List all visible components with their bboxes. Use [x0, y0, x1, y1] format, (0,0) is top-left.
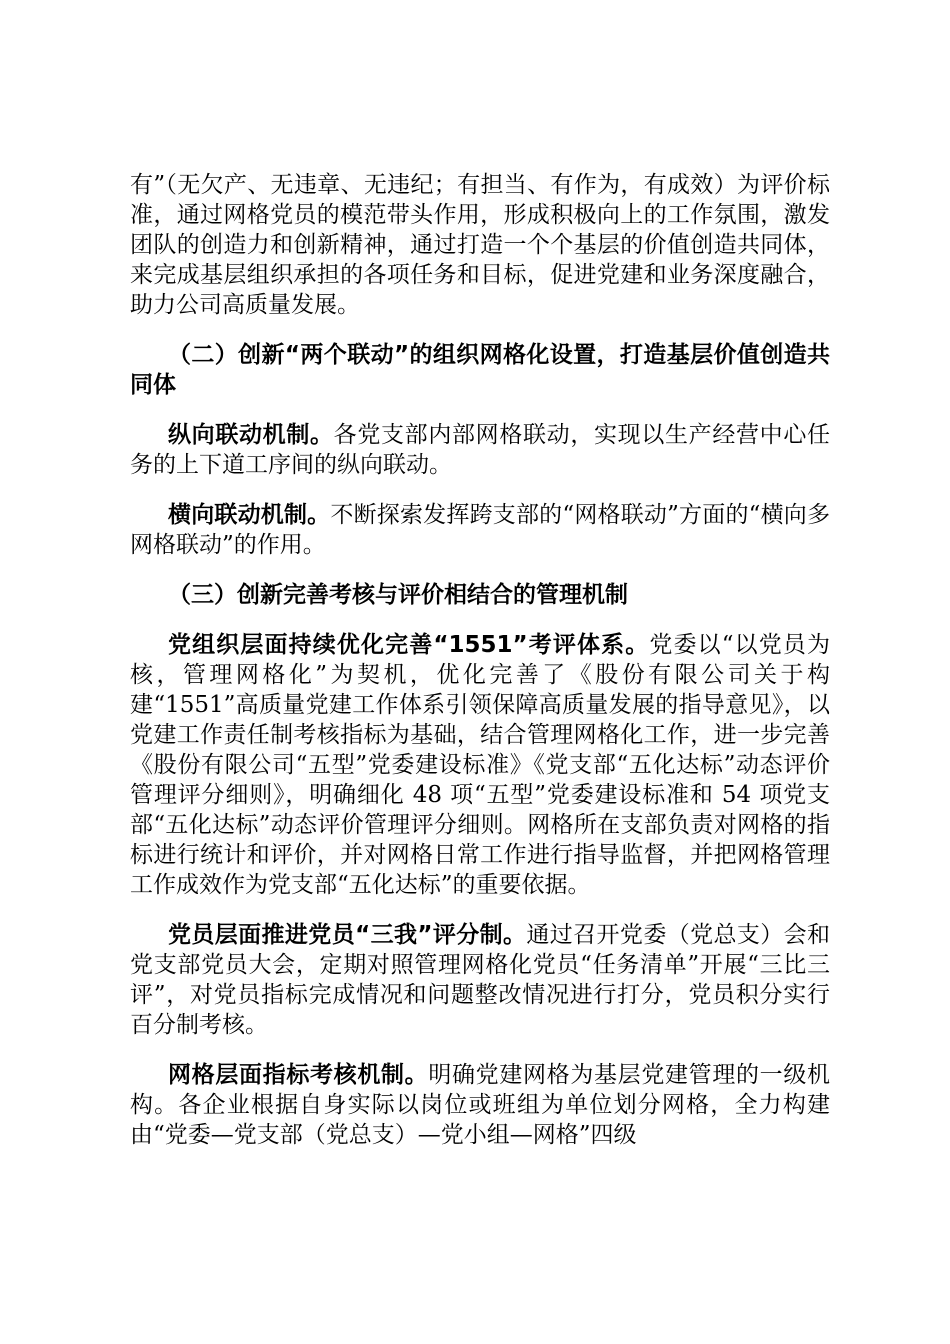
- spacer: [130, 480, 830, 500]
- spacer: [130, 1040, 830, 1060]
- paragraph-body: 通过召开党委（党总支）会和党支部党员大会，定期对照管理网格化党员“任务清单”开展“三比三评”，对党员指标完成情况和问题整改情况进行打分，党员积分实行百分制考核。: [130, 922, 831, 1038]
- paragraph-body: 明确党建网格为基层党建管理的一级机构。各企业根据自身实际以岗位或班组为单位划分网格，全力构建由“党委—党支部（党总支）—党小组—网格”四级: [130, 1062, 831, 1148]
- spacer: [130, 400, 830, 420]
- paragraph-lead: 网格层面指标考核机制。: [168, 1062, 429, 1088]
- document-page: [130, 170, 830, 1150]
- spacer: [130, 320, 830, 340]
- spacer: [130, 900, 830, 920]
- paragraph-1551-system: [130, 630, 830, 900]
- paragraph-vertical-linkage: [130, 420, 830, 480]
- spacer: [130, 610, 830, 630]
- paragraph-lead: 党员层面推进党员“三我”评分制。: [168, 922, 527, 948]
- paragraph-body: 各党支部内部网格联动，实现以生产经营中心任务的上下道工序间的纵向联动。: [130, 422, 831, 478]
- paragraph-evaluation-standard: 有”（无欠产、无违章、无违纪；有担当、有作为，有成效）为评价标准，通过网格党员的模范带头作用，形成积极向上的工作氛围，激发团队的创造力和创新精神，通过打造一个个基层的价值创造共同体，来完成基层组织承担的各项任务和目标，促进党建和业务深度融合，助力公司高质量发展。: [130, 172, 830, 318]
- paragraph-lead: 党组织层面持续优化完善“1551”考评体系。: [168, 632, 650, 658]
- section-heading-three: （三）创新完善考核与评价相结合的管理机制: [168, 582, 628, 608]
- paragraph-body: 党委以“以党员为核，管理网格化”为契机，优化完善了《股份有限公司关于构建“1551”高质量党建工作体系引领保障高质量发展的指导意见》，以党建工作责任制考核指标为基础，结合管理网格化工作，进一步完善《股份有限公司“五型”党委建设标准》《党支部“五化达标”动态评价管理评分细则》，明确细化 48 项“五型”党委建设标准和 54 项党支部“五化达标”动态评价管理评分细则。网格所在支部负责对网格的指标进行统计和评价，并对网格日常工作进行指导监督，并把网格管理工作成效作为党支部“五化达标”的重要依据。: [130, 632, 831, 898]
- section-heading-two: （二）创新“两个联动”的组织网格化设置，打造基层价值创造共同体: [130, 342, 830, 398]
- paragraph-horizontal-linkage: [130, 500, 830, 560]
- paragraph-lead: 横向联动机制。: [168, 502, 331, 528]
- paragraph-member-scoring: [130, 920, 830, 1040]
- spacer: [130, 560, 830, 580]
- paragraph-body: 不断探索发挥跨支部的“网格联动”方面的“横向多网格联动”的作用。: [130, 502, 831, 558]
- paragraph-grid-assessment: [130, 1060, 830, 1150]
- paragraph-lead: 纵向联动机制。: [168, 422, 334, 448]
